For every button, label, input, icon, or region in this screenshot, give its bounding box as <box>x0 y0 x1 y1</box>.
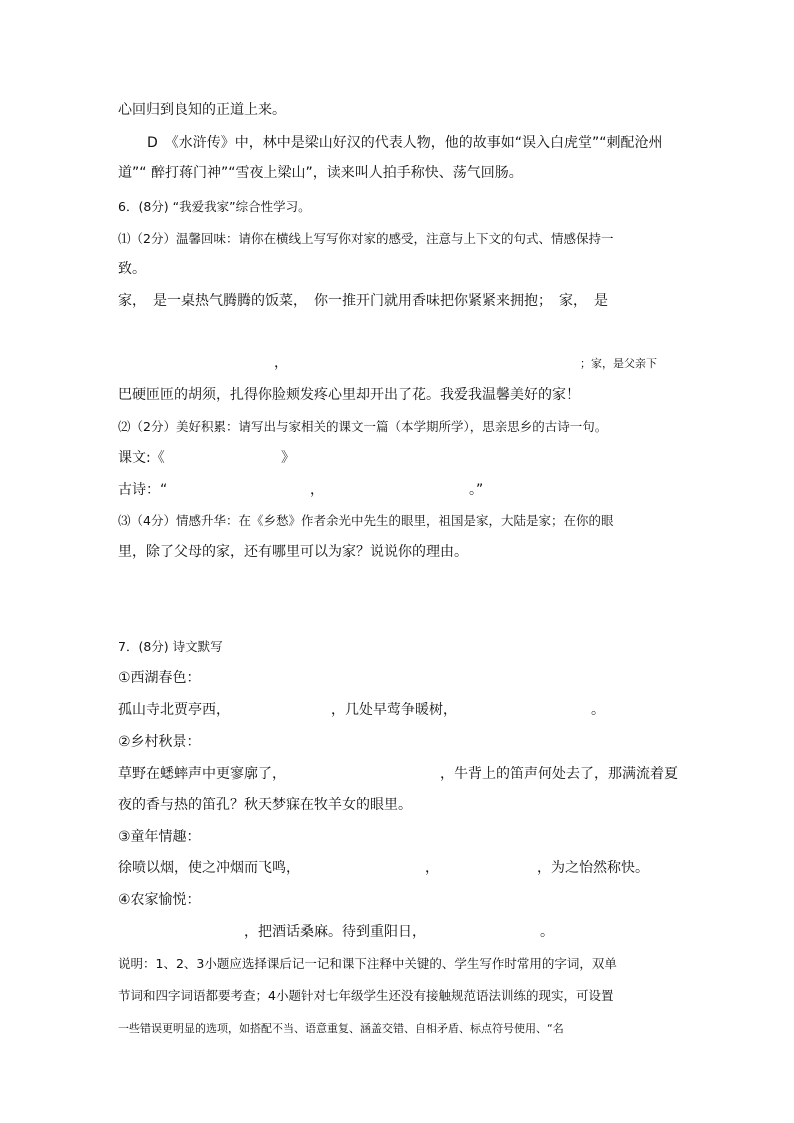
q7-s1-heading: ①西湖春色： <box>118 670 201 686</box>
q6-part2-kewen-label: 课文:《 <box>118 450 165 466</box>
q6-part1-example: 家， 是一桌热气腾腾的饭菜， 你一推开门就用香味把你紧紧来拥抱； 家， 是 <box>118 293 608 309</box>
q6-part2-gushi-end: 。” <box>469 482 484 498</box>
q6-part3-line1: ⑶（4分）情感升华：在《乡愁》作者余光中先生的眼里，祖国是家，大陆是家；在你的眼 <box>118 513 614 528</box>
q7-s1-part-c: 。 <box>591 702 605 718</box>
q6-title: 6．(8分) “我爱我家”综合性学习。 <box>118 199 311 214</box>
q7-s1-part-a: 孤山寺北贾亭西， <box>118 702 230 718</box>
note-line2: 节词和四字词语都要考查；4小题针对七年级学生还没有接触规范语法训练的现实，可设置 <box>118 988 614 1003</box>
q7-s4-part-b: 。 <box>540 924 554 940</box>
q6-part1-line1: ⑴（2分）温馨回味：请你在横线上写写你对家的感受，注意与上下文的句式、情感保持一 <box>118 231 614 246</box>
q7-s2-part-b: ，牛背上的笛声何处去了，那满流着夏 <box>440 766 678 782</box>
q7-s4-heading: ④农家愉悦： <box>118 892 201 908</box>
q7-s4-part-a: ，把酒话桑麻。待到重阳日， <box>244 924 426 940</box>
q7-s3-heading: ③童年情趣： <box>118 829 201 845</box>
q7-s3-part-c: ，为之怡然称快。 <box>537 860 649 876</box>
q6-part1-blank-comma: ， <box>274 355 288 371</box>
q7-title: 7．(8分) 诗文默写 <box>118 639 223 654</box>
q5-option-d-line1: D 《水浒传》中，林中是梁山好汉的代表人物，他的故事如“误入白虎堂”“刺配沧州 <box>147 135 663 151</box>
q5-continuation-line: 心回归到良知的正道上来。 <box>118 102 286 118</box>
note-line3: 一些错误更明显的选项，如搭配不当、语意重复、涵盖交错、自相矛盾、标点符号使用、“名 <box>118 1022 564 1035</box>
q7-s2-heading: ②乡村秋景： <box>118 734 201 750</box>
q6-part2-gushi-comma: ， <box>310 482 324 498</box>
q6-part2-line1: ⑵（2分）美好积累：请写出与家相关的课文一篇（本学期所学），思亲思乡的古诗一句。 <box>118 419 608 434</box>
q5-option-d-line2: 道”“ 醉打蒋门神”“雪夜上梁山”，读来叫人拍手称快、荡气回肠。 <box>118 165 523 181</box>
q6-part2-kewen-close: 》 <box>281 450 295 466</box>
q6-part2-gushi-label: 古诗：“ <box>118 482 168 498</box>
q7-s3-part-b: ， <box>425 860 439 876</box>
q7-s2-line2: 夜的香与热的笛孔？秋天梦寐在牧羊女的眼里。 <box>118 797 412 813</box>
q6-part1-line4: 巴硬匝匝的胡须，扎得你脸颊发疼心里却开出了花。我爱我温馨美好的家！ <box>118 387 580 403</box>
q7-s2-part-a: 草野在蟋蟀声中更寥廓了， <box>118 766 286 782</box>
q6-part1-blank-tail: ；家，是父亲下 <box>580 357 657 370</box>
q7-s1-part-b: ，几处早莺争暖树， <box>331 702 457 718</box>
q6-part3-line2: 里，除了父母的家，还有哪里可以为家？说说你的理由。 <box>118 544 468 560</box>
note-line1: 说明：1、2、3小题应选择课后记一记和课下注释中关键的、学生写作时常用的字词，双单 <box>118 956 617 971</box>
q6-part1-line2: 致。 <box>118 261 146 277</box>
q7-s3-part-a: 徐喷以烟，使之冲烟而飞鸣， <box>118 860 300 876</box>
